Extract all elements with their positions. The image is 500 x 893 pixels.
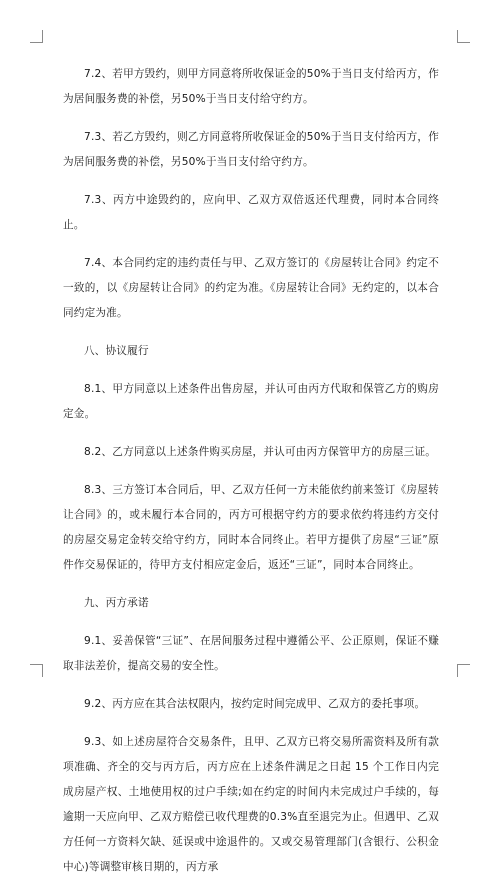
section-heading-9: 九、丙方承诺 <box>84 597 149 609</box>
document-body <box>63 62 439 893</box>
clause-9-2: 9.2、丙方应在其合法权限内，按约定时间完成甲、乙双方的委托事项。 <box>84 698 426 710</box>
clause-7-2: 7.2、若甲方毁约，则甲方同意将所收保证金的50%于当日支付给丙方，作为居间服务费的补偿，另50%于当日支付给守约方。 <box>63 68 439 105</box>
clause-8-1: 8.1、甲方同意以上述条件出售房屋，并认可由丙方代取和保管乙方的购房定金。 <box>63 383 439 420</box>
section-heading-8: 八、协议履行 <box>84 345 149 357</box>
crop-mark-top-left <box>30 30 43 43</box>
crop-mark-top-right <box>457 30 470 43</box>
clause-7-3-party-b: 7.3、若乙方毁约，则乙方同意将所收保证金的50%于当日支付给丙方，作为居间服务费的补偿，另50%于当日支付给守约方。 <box>63 131 439 168</box>
clause-7-3-party-c: 7.3、丙方中途毁约的，应向甲、乙双方双倍返还代理费，同时本合同终止。 <box>63 194 439 231</box>
clause-9-1: 9.1、妥善保管“三证”、在居间服务过程中遵循公平、公正原则，保证不赚取非法差价，提高交易的安全性。 <box>63 635 439 672</box>
clause-9-3: 9.3、如上述房屋符合交易条件，且甲、乙双方已将交易所需资料及所有款项准确、齐全的交与丙方后，丙方应在上述条件满足之日起 15 个工作日内完成房屋产权、土地使用权的过户手续;如在约定的时间内未完成过户手续的，每逾期一天应向甲、乙双方赔偿已收代理费的0.3%直至退完为止。但遇甲、乙双方任何一方资料欠缺、延误或中途退件的。又或交易管理部门(含银行、公积金中心)等调整审核日期的，丙方承 <box>63 736 439 873</box>
crop-mark-bottom-left <box>30 664 43 677</box>
clause-7-4: 7.4、本合同约定的违约责任与甲、乙双方签订的《房屋转让合同》约定不一致的，以《房屋转让合同》的约定为准。《房屋转让合同》无约定的，以本合同约定为准。 <box>63 257 439 319</box>
clause-8-3: 8.3、三方签订本合同后，甲、乙双方任何一方未能依约前来签订《房屋转让合同》的，或未履行本合同的，丙方可根据守约方的要求依约将违约方交付的房屋交易定金转交给守约方，同时本合同终止。若甲方提供了房屋“三证”原件作交易保证的，待甲方支付相应定金后，返还“三证”，同时本合同终止。 <box>63 484 439 571</box>
crop-mark-bottom-right <box>457 664 470 677</box>
clause-8-2: 8.2、乙方同意以上述条件购买房屋，并认可由丙方保管甲方的房屋三证。 <box>84 446 437 458</box>
